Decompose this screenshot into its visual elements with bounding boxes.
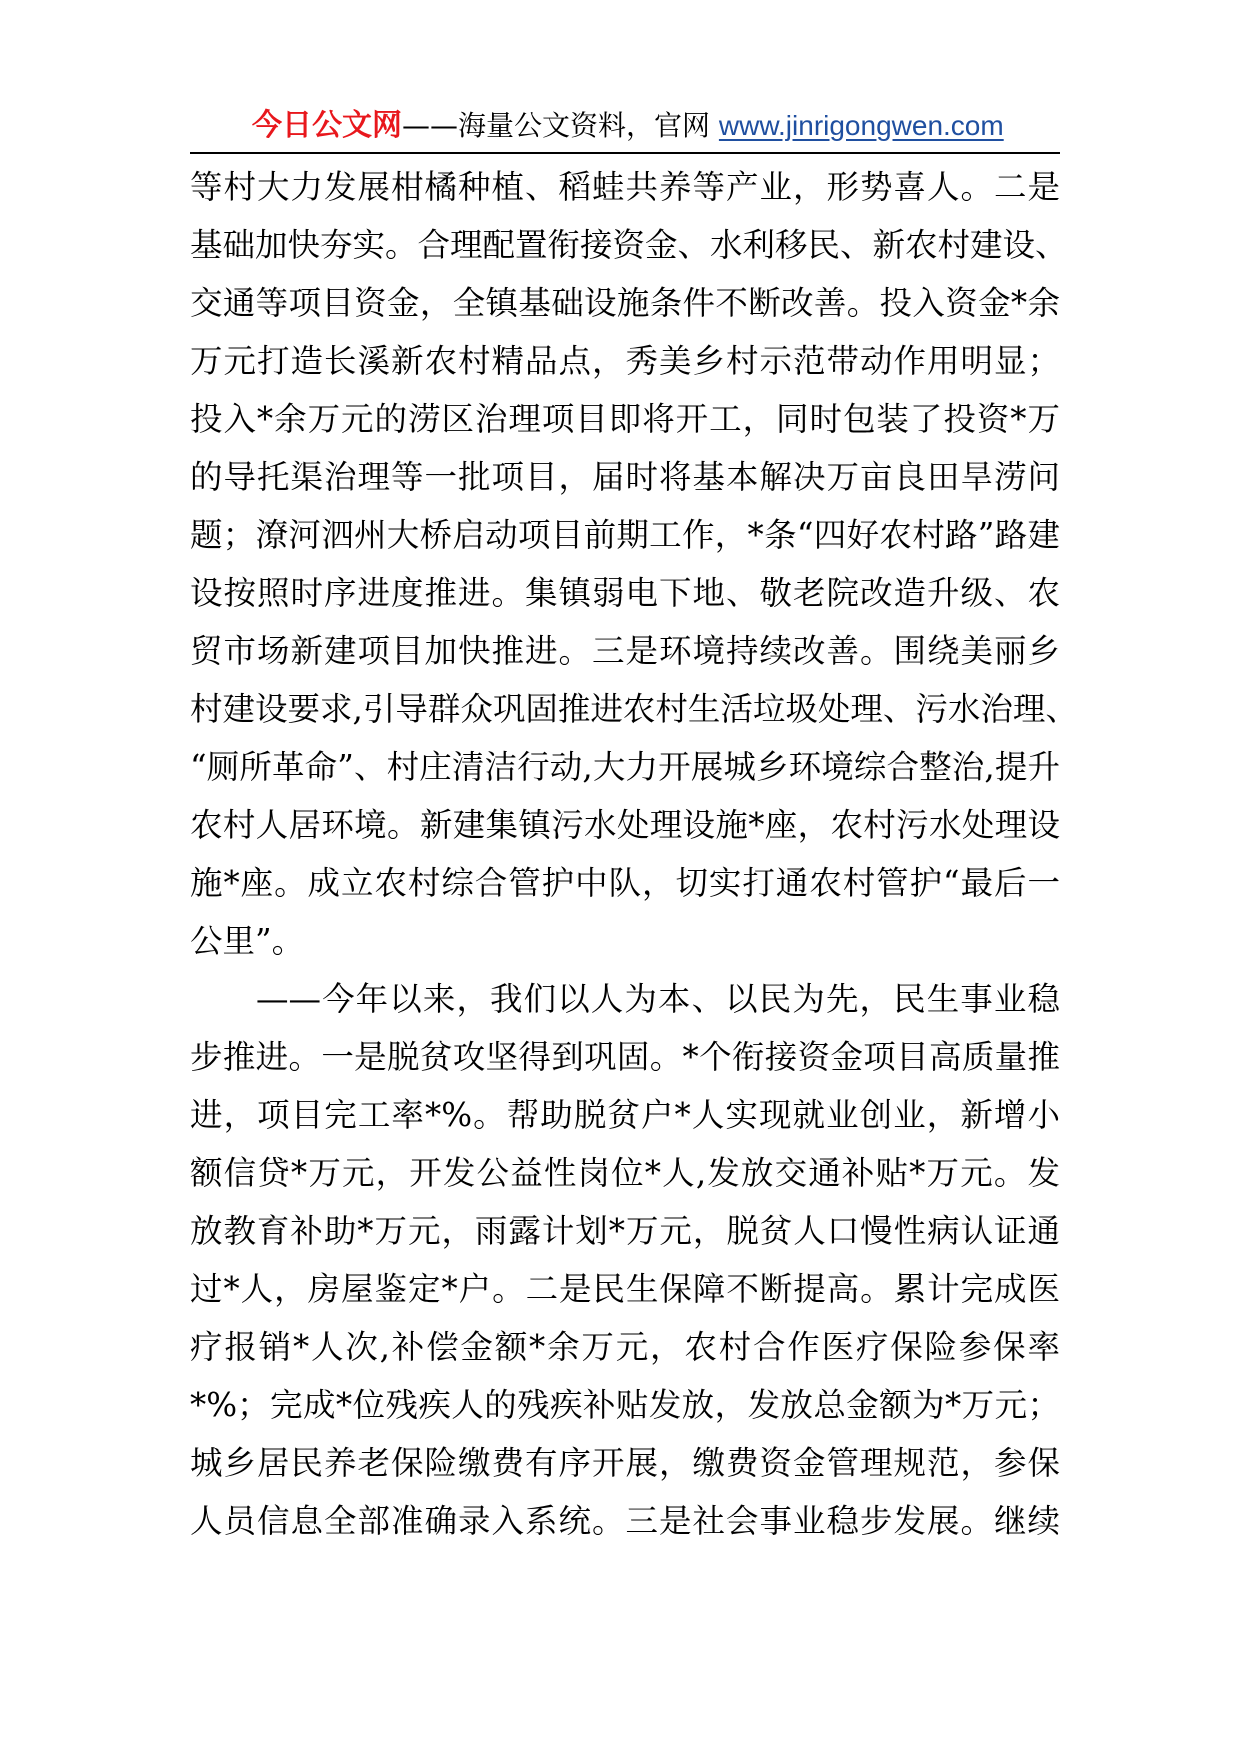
text-line: 疗报销*人次,补偿金额*余万元，农村合作医疗保险参保率	[190, 1328, 1060, 1366]
text-line: 基础加快夯实。合理配置衔接资金、水利移民、新农村建设、	[190, 226, 1068, 264]
text-line: 投入*余万元的涝区治理项目即将开工，同时包装了投资*万	[190, 400, 1060, 438]
header-tagline: 海量公文资料，官网	[458, 109, 719, 142]
document-body	[190, 158, 1078, 1550]
text-line: 题；潦河泗州大桥启动项目前期工作，*条“四好农村路”路建	[190, 516, 1060, 554]
text-line: 过*人，房屋鉴定*户。二是民生保障不断提高。累计完成医	[190, 1270, 1060, 1308]
text-line: 的导托渠治理等一批项目，届时将基本解决万亩良田旱涝问	[190, 458, 1060, 496]
text-line: 等村大力发展柑橘种植、稻蛙共养等产业，形势喜人。二是	[190, 168, 1060, 206]
text-line: 万元打造长溪新农村精品点，秀美乡村示范带动作用明显；	[190, 342, 1060, 380]
text-line: 公里”。	[190, 922, 305, 960]
text-line: 人员信息全部准确录入系统。三是社会事业稳步发展。继续	[190, 1502, 1060, 1540]
text-line: 城乡居民养老保险缴费有序开展，缴费资金管理规范，参保	[190, 1444, 1060, 1482]
text-line: 设按照时序进度推进。集镇弱电下地、敬老院改造升级、农	[190, 574, 1060, 612]
text-line: 农村人居环境。新建集镇污水处理设施*座，农村污水处理设	[190, 806, 1060, 844]
text-line: “厕所革命”、村庄清洁行动,大力开展城乡环境综合整治,提升	[190, 748, 1060, 786]
header-line	[252, 108, 1004, 144]
text-line: 额信贷*万元，开发公益性岗位*人,发放交通补贴*万元。发	[190, 1154, 1060, 1192]
paragraph-start-line: ——今年以来，我们以人为本、以民为先，民生事业稳	[256, 980, 1060, 1018]
page-header	[190, 100, 1060, 154]
text-line: 村建设要求,引导群众巩固推进农村生活垃圾处理、污水治理、	[190, 690, 1078, 728]
text-line: *%；完成*位残疾人的残疾补贴发放，发放总金额为*万元；	[190, 1386, 1060, 1424]
text-line: 贸市场新建项目加快推进。三是环境持续改善。围绕美丽乡	[190, 632, 1060, 670]
text-line: 施*座。成立农村综合管护中队，切实打通农村管护“最后一	[190, 864, 1060, 902]
text-line: 交通等项目资金，全镇基础设施条件不断改善。投入资金*余	[190, 284, 1060, 322]
text-line: 进，项目完工率*%。帮助脱贫户*人实现就业创业，新增小	[190, 1096, 1060, 1134]
text-line: 放教育补助*万元，雨露计划*万元，脱贫人口慢性病认证通	[190, 1212, 1060, 1250]
text-line: 步推进。一是脱贫攻坚得到巩固。*个衔接资金项目高质量推	[190, 1038, 1060, 1076]
brand-name: 今日公文网	[252, 108, 402, 143]
header-dash: ——	[402, 109, 458, 142]
site-link[interactable]: www.jinrigongwen.com	[718, 110, 1004, 141]
